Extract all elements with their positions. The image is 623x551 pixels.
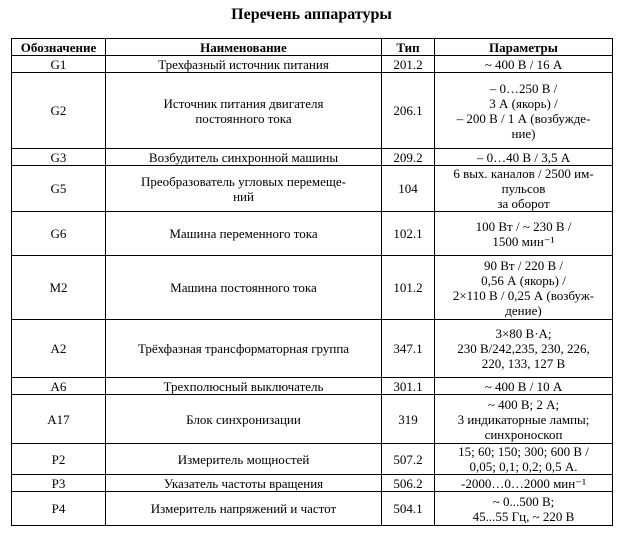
cell-designation: G1 xyxy=(12,56,106,73)
table-row xyxy=(12,378,613,395)
cell-designation: G2 xyxy=(12,73,106,149)
cell-name: Измеритель мощностей xyxy=(106,444,382,475)
cell-name: Трехполюсный выключатель xyxy=(106,378,382,395)
header-designation: Обозначение xyxy=(12,39,106,56)
cell-name: Возбудитель синхронной машины xyxy=(106,149,382,166)
cell-name: Трехфазный источник питания xyxy=(106,56,382,73)
cell-type: 319 xyxy=(382,395,435,444)
cell-name: Измеритель напряжений и частот xyxy=(106,492,382,526)
cell-designation: P4 xyxy=(12,492,106,526)
cell-type: 206.1 xyxy=(382,73,435,149)
cell-parameters: 90 Вт / 220 В / 0,56 А (якорь) / 2×110 В / 0,25 А (возбуж- дение) xyxy=(435,256,613,320)
cell-parameters: – 0…40 В / 3,5 А xyxy=(435,149,613,166)
cell-name: Указатель частоты вращения xyxy=(106,475,382,492)
cell-parameters: ~ 400 В / 16 А xyxy=(435,56,613,73)
cell-name: Машина постоянного тока xyxy=(106,256,382,320)
cell-type: 104 xyxy=(382,166,435,212)
table-row xyxy=(12,256,613,320)
cell-type: 101.2 xyxy=(382,256,435,320)
cell-type: 504.1 xyxy=(382,492,435,526)
cell-designation: A17 xyxy=(12,395,106,444)
table-row xyxy=(12,166,613,212)
table-row xyxy=(12,395,613,444)
header-name: Наименование xyxy=(106,39,382,56)
table-row xyxy=(12,492,613,526)
cell-designation: P2 xyxy=(12,444,106,475)
cell-parameters: -2000…0…2000 мин⁻¹ xyxy=(435,475,613,492)
table-row xyxy=(12,73,613,149)
cell-parameters: 3×80 В·А; 230 В/242,235, 230, 226, 220, 133, 127 В xyxy=(435,320,613,378)
cell-parameters: ~ 0...500 В; 45...55 Гц, ~ 220 В xyxy=(435,492,613,526)
cell-name: Машина переменного тока xyxy=(106,212,382,256)
table-row xyxy=(12,149,613,166)
cell-type: 507.2 xyxy=(382,444,435,475)
cell-designation: G3 xyxy=(12,149,106,166)
table-body xyxy=(12,56,613,526)
cell-name: Блок синхронизации xyxy=(106,395,382,444)
table-row xyxy=(12,444,613,475)
table-row xyxy=(12,320,613,378)
cell-parameters: 100 Вт / ~ 230 В / 1500 мин⁻¹ xyxy=(435,212,613,256)
cell-name: Источник питания двигателя постоянного тока xyxy=(106,73,382,149)
cell-type: 201.2 xyxy=(382,56,435,73)
table-row xyxy=(12,56,613,73)
cell-parameters: ~ 400 В; 2 А; 3 индикаторные лампы; синхроноскоп xyxy=(435,395,613,444)
cell-type: 347.1 xyxy=(382,320,435,378)
table-row xyxy=(12,212,613,256)
cell-type: 102.1 xyxy=(382,212,435,256)
cell-designation: M2 xyxy=(12,256,106,320)
cell-type: 506.2 xyxy=(382,475,435,492)
table-header-row xyxy=(12,39,613,56)
cell-parameters: 15; 60; 150; 300; 600 В / 0,05; 0,1; 0,2; 0,5 А. xyxy=(435,444,613,475)
page-title: Перечень аппаратуры xyxy=(231,6,392,23)
cell-parameters: 6 вых. каналов / 2500 им- пульсов за оборот xyxy=(435,166,613,212)
cell-designation: P3 xyxy=(12,475,106,492)
cell-designation: A6 xyxy=(12,378,106,395)
cell-name: Трёхфазная трансформаторная группа xyxy=(106,320,382,378)
header-type: Тип xyxy=(382,39,435,56)
table-row xyxy=(12,475,613,492)
cell-designation: G5 xyxy=(12,166,106,212)
equipment-table xyxy=(11,38,613,526)
cell-type: 209.2 xyxy=(382,149,435,166)
cell-type: 301.1 xyxy=(382,378,435,395)
cell-parameters: – 0…250 В / 3 А (якорь) / – 200 В / 1 А (возбужде- ние) xyxy=(435,73,613,149)
header-parameters: Параметры xyxy=(435,39,613,56)
cell-parameters: ~ 400 В / 10 А xyxy=(435,378,613,395)
cell-designation: A2 xyxy=(12,320,106,378)
cell-designation: G6 xyxy=(12,212,106,256)
cell-name: Преобразователь угловых перемеще- ний xyxy=(106,166,382,212)
